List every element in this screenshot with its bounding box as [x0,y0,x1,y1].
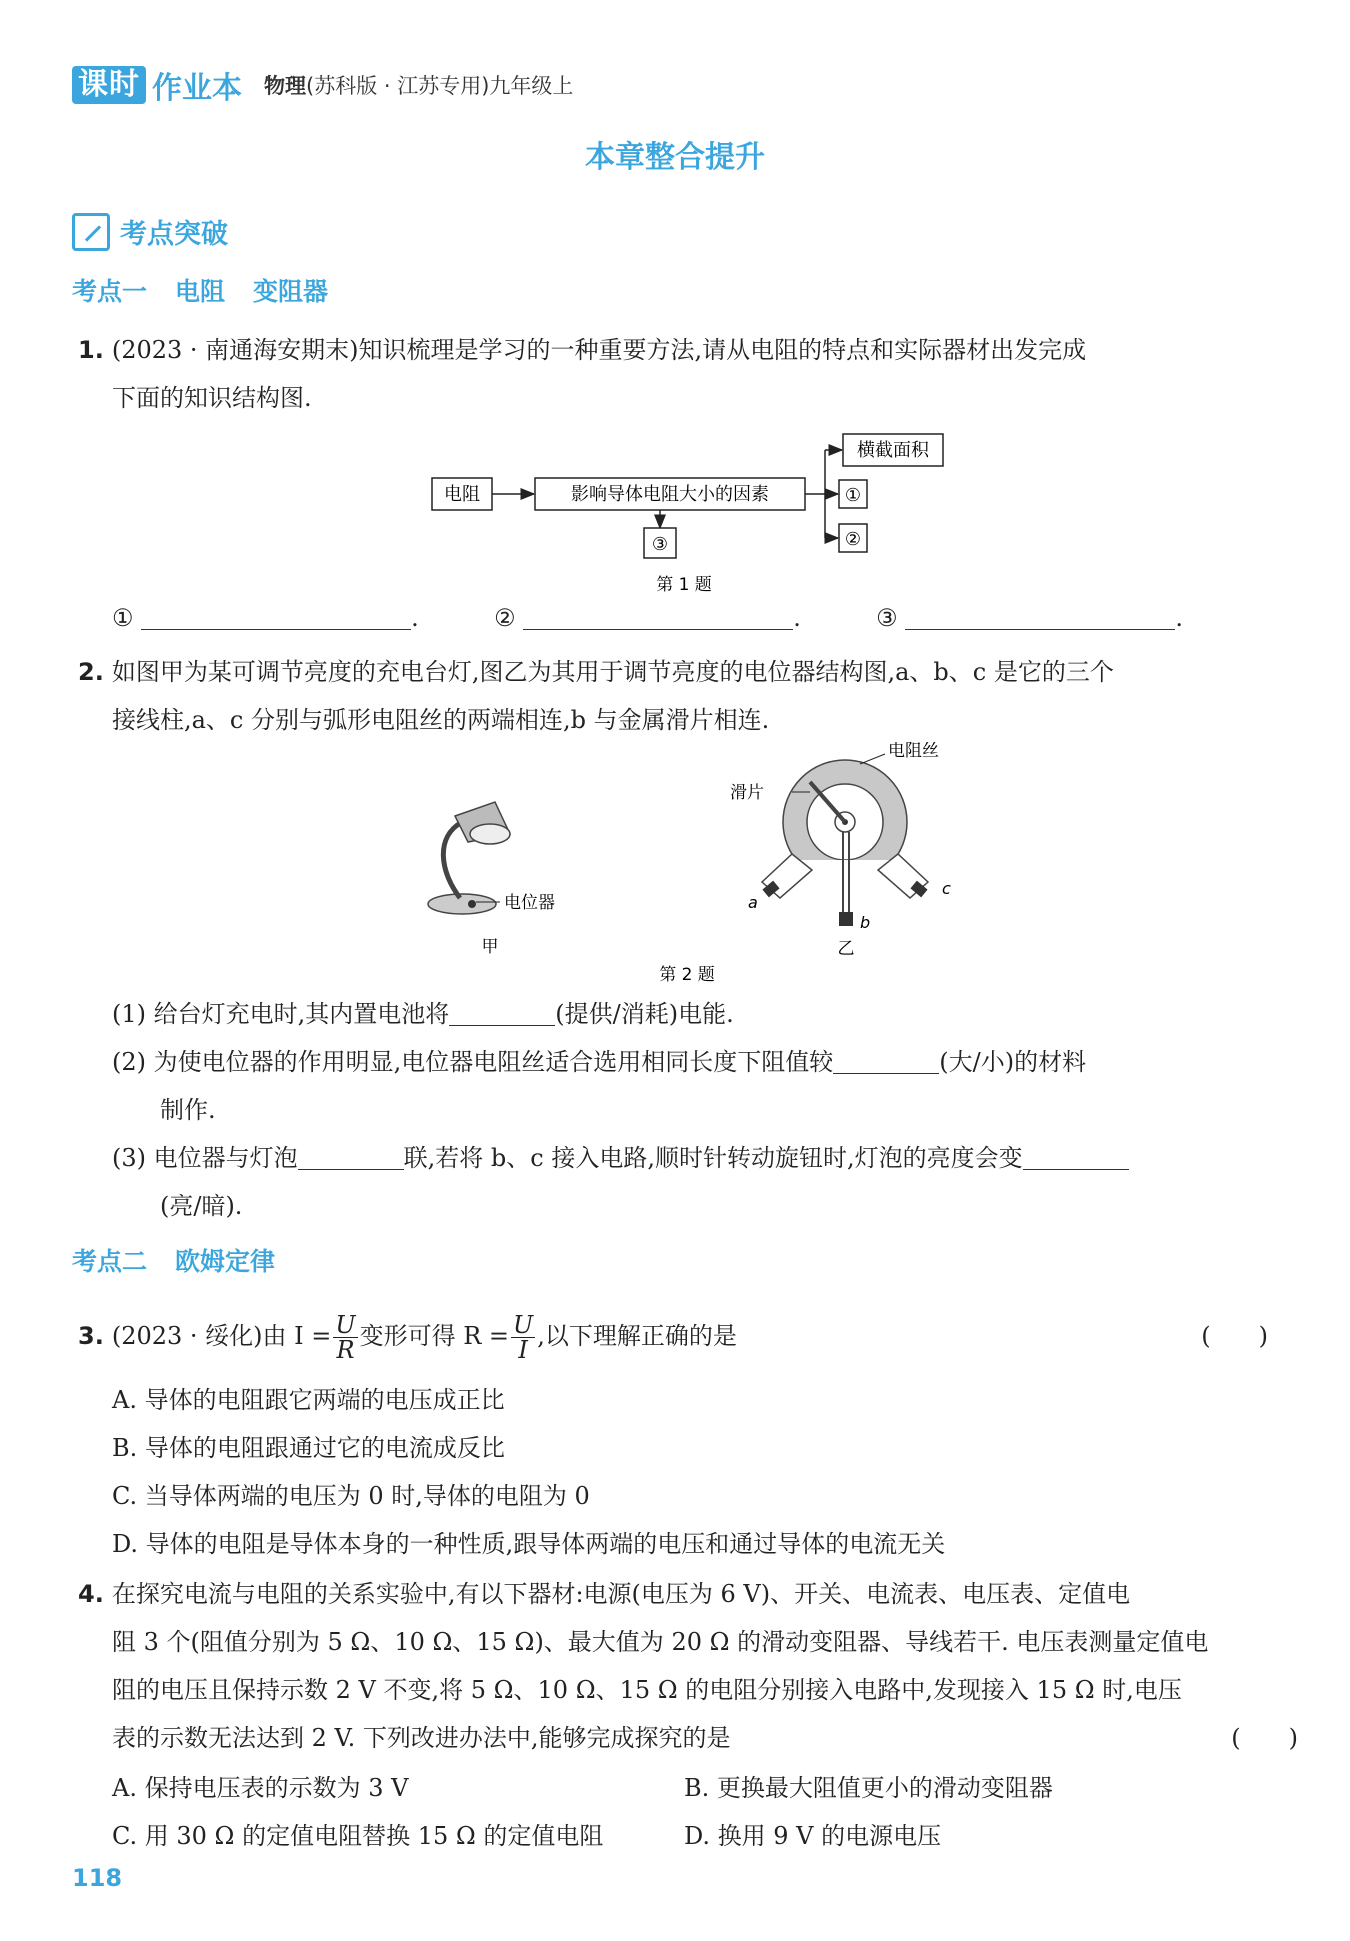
kaodian-label: 考点一 [72,277,148,306]
fraction-denominator: I [518,1336,528,1364]
diagram-label-2: ② [844,529,862,550]
question-2-sub-2 [112,1038,1262,1086]
question-2-sub-3 [112,1134,1262,1182]
subject-name: 物理 [264,74,306,98]
logo-highlight: 课时 [72,66,146,104]
label-yi: 乙 [837,939,855,959]
question-3-stem [78,1306,1268,1366]
question-2-sub-1 [112,990,1262,1038]
question-text: 表的示数无法达到 2 V. 下列改进办法中,能够完成探究的是 [112,1724,731,1752]
kaodian-topic: 电阻 [175,277,226,306]
answer-blank[interactable] [449,1001,555,1026]
option-b: B. 导体的电阻跟通过它的电流成反比 [112,1434,505,1462]
diagram-label-area: 横截面积 [857,440,929,461]
logo-text: 作业本 [152,71,242,106]
pencil-check-icon [72,213,110,251]
question-number: 4. [78,1580,104,1608]
option-c: C. 当导体两端的电压为 0 时,导体的电阻为 0 [112,1482,590,1510]
question-1-line-2: 下面的知识结构图. [112,384,312,412]
label-potentiometer: 电位器 [504,893,555,913]
question-1-line-1 [78,326,1268,374]
label-c: c [942,879,951,898]
question-4-line-3: 阻的电压且保持示数 2 V 不变,将 5 Ω、10 Ω、15 Ω 的电阻分别接入电路中,发现接入 15 Ω 时,电压 [112,1676,1182,1704]
option-d: D. 换用 9 V 的电源电压 [684,1822,942,1850]
diagram-label-1: ① [844,485,862,506]
kaodian-heading-1 [72,272,328,308]
blank-label: ② [494,604,516,632]
answer-blank-1[interactable] [141,605,411,630]
question-number: 2. [78,658,104,686]
question-text: ,以下理解正确的是 [537,1322,737,1350]
section-heading [72,212,228,251]
fraction-numerator: U [513,1311,534,1339]
lamp-potentiometer-figure [400,742,1000,992]
fraction-denominator: R [336,1336,355,1364]
question-text: (2023 · 南通海安期末)知识梳理是学习的一种重要方法,请从电阻的特点和实际器材出发完成 [111,336,1087,364]
diagram-label-3: ③ [651,534,669,555]
sub-question-text: (3) 电位器与灯泡 [112,1144,298,1172]
diagram-label-factors: 影响导体电阻大小的因素 [571,484,769,505]
question-4-line-2: 阻 3 个(阻值分别为 5 Ω、10 Ω、15 Ω)、最大值为 20 Ω 的滑动变阻器、导线若干. 电压表测量定值电 [112,1628,1209,1656]
desk-lamp-icon [428,802,510,914]
subject-line [264,70,573,100]
label-resistance-wire: 电阻丝 [888,742,939,761]
fraction-numerator: U [335,1311,356,1339]
edition-text: (苏科版 · 江苏专用)九年级上 [306,74,574,98]
option-d: D. 导体的电阻是导体本身的一种性质,跟导体两端的电压和通过导体的电流无关 [112,1530,946,1558]
label-jia: 甲 [481,937,499,957]
sub-question-text: (提供/消耗)电能. [555,1000,734,1028]
sub-question-text: (大/小)的材料 [939,1048,1087,1076]
option-b: B. 更换最大阻值更小的滑动变阻器 [684,1774,1053,1802]
answer-blank[interactable] [833,1049,939,1074]
answer-blank-2[interactable] [523,605,793,630]
page-number: 118 [72,1864,123,1892]
fraction-u-over-i [511,1313,535,1362]
question-text: 在探究电流与电阻的关系实验中,有以下器材:电源(电压为 6 V)、开关、电流表、电压表、定值电 [111,1580,1131,1608]
section-title: 考点突破 [120,219,228,250]
answer-blank[interactable] [1023,1145,1129,1170]
label-a: a [748,893,758,912]
punct: . [411,604,419,632]
answer-blank[interactable] [298,1145,404,1170]
question-4-line-4 [112,1714,1298,1762]
kaodian-topic: 欧姆定律 [175,1247,276,1276]
punct: . [1175,604,1183,632]
question-1-blanks [112,604,1262,632]
sub-question-text: (1) 给台灯充电时,其内置电池将 [112,1000,450,1028]
punct: . [793,604,801,632]
question-text: 如图甲为某可调节亮度的充电台灯,图乙为其用于调节亮度的电位器结构图,a、b、c 是它的三个 [111,658,1114,686]
answer-parentheses[interactable]: ( ) [1231,1724,1298,1752]
blank-label: ① [112,604,134,632]
question-2-line-1 [78,648,1268,696]
question-2-line-2: 接线柱,a、c 分别与弧形电阻丝的两端相连,b 与金属滑片相连. [112,706,770,734]
sub-question-text: 联,若将 b、c 接入电路,顺时针转动旋钮时,灯泡的亮度会变 [403,1144,1023,1172]
question-2-sub-2-line-2: 制作. [160,1096,216,1124]
kaodian-topic: 变阻器 [253,277,329,306]
chapter-title: 本章整合提升 [585,140,765,175]
sub-question-text: (2) 为使电位器的作用明显,电位器电阻丝适合选用相同长度下阻值较 [112,1048,834,1076]
book-header [72,64,573,106]
potentiometer-diagram [762,760,928,926]
answer-parentheses[interactable]: ( ) [1201,1322,1268,1350]
label-b: b [860,913,871,932]
label-slider: 滑片 [730,783,764,803]
kaodian-label: 考点二 [72,1247,148,1276]
kaodian-heading-2 [72,1242,275,1278]
knowledge-structure-diagram [420,428,960,598]
answer-blank-3[interactable] [905,605,1175,630]
question-4-line-1 [78,1570,1268,1618]
diagram-label-resistance: 电阻 [444,484,480,505]
question-number: 1. [78,336,104,364]
option-a: A. 导体的电阻跟它两端的电压成正比 [112,1386,505,1414]
question-2-sub-3-line-2: (亮/暗). [160,1192,243,1220]
fraction-u-over-r [333,1313,357,1362]
blank-label: ③ [876,604,898,632]
question-text: 变形可得 R = [359,1322,510,1350]
figure-caption: 第 2 题 [659,965,715,985]
question-number: 3. [78,1322,104,1350]
figure-caption: 第 1 题 [656,575,712,595]
option-c: C. 用 30 Ω 的定值电阻替换 15 Ω 的定值电阻 [112,1822,604,1850]
option-a: A. 保持电压表的示数为 3 V [112,1774,409,1802]
question-text: (2023 · 绥化)由 I = [111,1322,332,1350]
